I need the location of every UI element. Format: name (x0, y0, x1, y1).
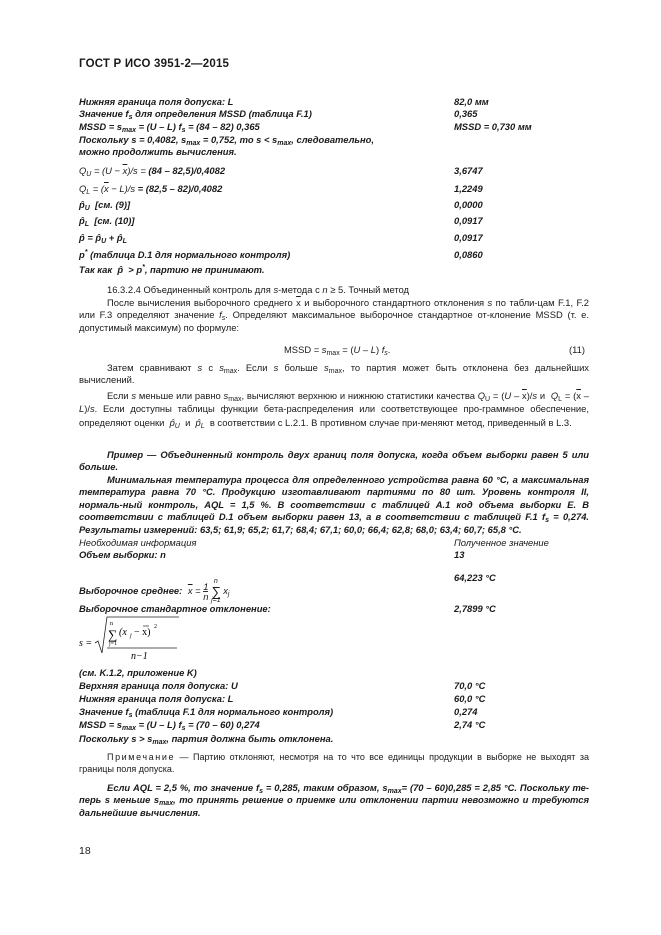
svg-text:2: 2 (154, 624, 157, 630)
final-para: Если AQL = 2,5 %, то значение $f_s = 0,285$, таким образом, $s_{max}= (70 - 60)0,285 = 2,85$ °С. Поскольку те-перь s меньше $s_{max}$, то принять решение о приемке или отклонении партии невозможно и требуются дальнейшие вычисления. (79, 782, 590, 818)
example-para-1: Пример — Объединенный контроль двух границ поля допуска, когда объем выборки равен 5 или больше. (79, 449, 589, 473)
page-number: 18 (79, 845, 91, 857)
formula-11: MSSD = $s_{max} = (U - L)$ $f_s$. (284, 344, 391, 357)
svg-text:− x): − x) (134, 627, 151, 638)
section-para-3: Если s меньше или равно $s_{max}$, вычисляют верхнюю и нижнюю статистики качества $Q_U = (U - \overline{x})/s$ и $Q_L = (\overline{x} - L)/s$. Если доступны таблицы функции бета-распределения или соответствующее про-граммное обеспечение, определяют оценки $p̂_U$ и $p̂_L$ в соответствии с L.2.1. В противном случае при-меняют метод, приведенный в L.3. (79, 390, 589, 430)
section-title: 16.3.2.4 Объединенный контроль для s-метода с n ≥ 5. Точный метод (107, 284, 410, 295)
svg-text:j: j (130, 633, 132, 639)
svg-text:n: n (110, 621, 113, 627)
page-header: ГОСТ Р ИСО 3951-2—2015 (79, 58, 230, 70)
sd-formula (79, 613, 189, 663)
svg-text:j=1: j=1 (109, 641, 118, 647)
note (79, 751, 589, 776)
svg-text:(x: (x (119, 627, 127, 638)
note-label: Примечание (107, 752, 176, 762)
section-para-2: Затем сравнивают s с $s_{max}$. Если s больше $s_{max}$, то партия может быть отклонена без дальнейших вычислений. (79, 362, 589, 386)
formula-number: (11) (569, 344, 585, 355)
example-para-2: Минимальная температура процесса для определенного устройства равна 60 °С, а максимальная температура равна 70 °С. Продукцию изготавливают партиями по 80 шт. Уровень контроля II, нормаль-ный контроль, AQL = 1,5 %. В соответствии с таблицей А.1 код объема выборки Е. В соответствии с таблицей D.1 объем выборки равен 13, а в соответствии с таблицей F.1 $f_s = 0,274$. Результаты измерений: 63,5; 61,9; 65,2; 61,7; 68,4; 67,1; 60,0; 66,4; 62,8; 68,0; 63,4; 60,7; 65,8 °С. (79, 474, 590, 535)
svg-text:∑: ∑ (108, 627, 118, 642)
note-text: — Партию отклоняют, несмотря на то что все единицы продукции в выборке не выходят за границы поля допуска. (79, 752, 589, 775)
section-para-1: После вычисления выборочного среднего $\overline{x}$ и выборочного стандартного отклонения s по табли-цам F.1, F.2 или F.3 определяют значение $f_s$. Определяют максимальное выборочное стандартное от-клонение MSSD (т. е. допустимый максимум) по формуле: (79, 297, 589, 333)
svg-text:n−1: n−1 (131, 651, 148, 662)
svg-text:s =: s = (79, 638, 93, 649)
